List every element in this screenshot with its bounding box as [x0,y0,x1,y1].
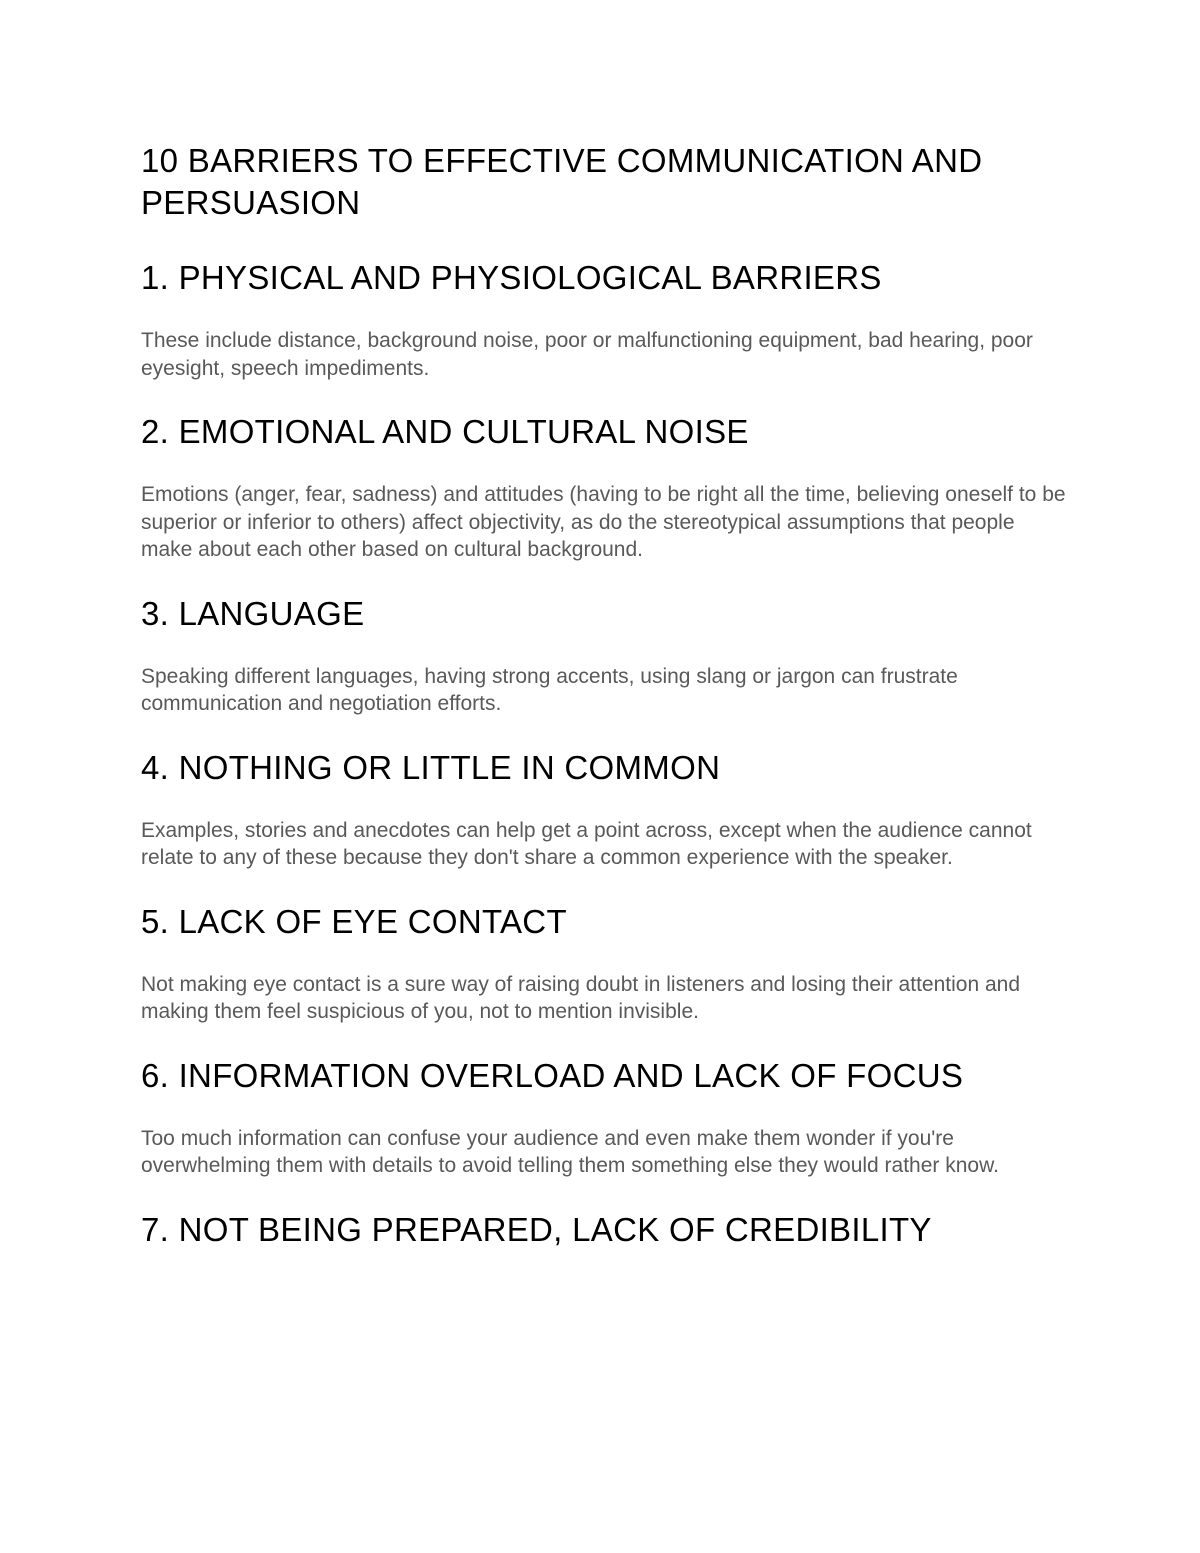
section-body: Speaking different languages, having strong accents, using slang or jargon can frustrate communication and negotiation efforts. [141,664,958,715]
section-heading: 1. PHYSICAL AND PHYSIOLOGICAL BARRIERS [141,259,882,296]
section-heading: 7. NOT BEING PREPARED, LACK OF CREDIBILITY [141,1210,932,1248]
section-language [141,593,1071,718]
section-body: Too much information can confuse your audience and even make them wonder if you're overwhelming them with details to avoid telling them something else they would rather know. [141,1126,999,1177]
section-heading: 4. NOTHING OR LITTLE IN COMMON [141,748,721,786]
document-content [141,140,1071,1251]
section-body: Emotions (anger, fear, sadness) and attitudes (having to be right all the time, believing oneself to be superior or inferior to others) affect objectivity, as do the stereotypical assumptions that people make about each other based on cultural background. [141,483,1066,561]
section-physical-barriers [141,257,1071,382]
section-nothing-in-common [141,747,1071,872]
section-emotional-noise [141,411,1071,564]
section-information-overload [141,1055,1071,1180]
section-body: These include distance, background noise, poor or malfunctioning equipment, bad hearing, poor eyesight, speech impediments. [141,329,1033,380]
section-eye-contact [141,901,1071,1026]
section-heading: 5. LACK OF EYE CONTACT [141,902,567,940]
section-heading: 2. EMOTIONAL AND CULTURAL NOISE [141,413,749,450]
section-heading: 3. LANGUAGE [141,594,365,632]
document-title: 10 BARRIERS TO EFFECTIVE COMMUNICATION AND PERSUASION [141,142,983,221]
section-not-prepared [141,1209,1071,1251]
section-body: Not making eye contact is a sure way of raising doubt in listeners and losing their attention and making them feel suspicious of you, not to mention invisible. [141,972,1020,1023]
section-body: Examples, stories and anecdotes can help get a point across, except when the audience cannot relate to any of these because they don't share a common experience with the speaker. [141,818,1032,869]
section-heading: 6. INFORMATION OVERLOAD AND LACK OF FOCUS [141,1056,964,1094]
